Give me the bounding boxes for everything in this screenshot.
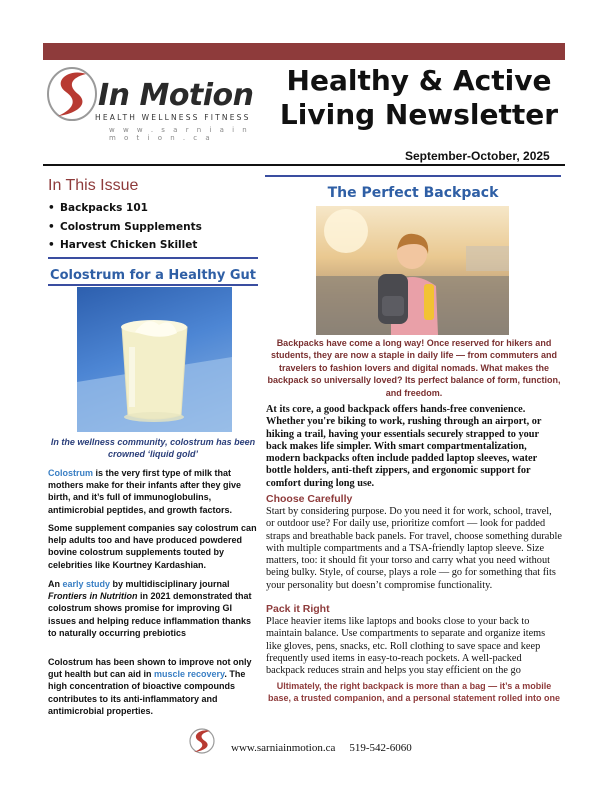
colostrum-paragraph-3: An early study by multidisciplinary journal Frontiers in Nutrition in 2021 demonstrated that colostrum shows promise for improving GI issues and helping reduce inflammation thanks to naturally occurring prebiotics <box>48 579 252 638</box>
colostrum-glass-photo <box>77 287 232 432</box>
backpack-heading: The Perfect Backpack <box>327 185 499 201</box>
footer-contact <box>231 742 412 754</box>
glass-illustration <box>77 287 232 432</box>
colostrum-caption: In the wellness community, colostrum has been crowned ‘liquid gold’ <box>50 437 256 459</box>
title-line-2: Living Newsletter <box>279 98 559 131</box>
child-illustration <box>316 206 509 335</box>
muscle-recovery-link[interactable]: muscle recovery <box>154 669 225 680</box>
logo-url: w w w . s a r n i a i n m o t i o n . c a <box>109 126 250 142</box>
left-column-divider <box>48 257 258 259</box>
right-column-divider <box>265 175 561 177</box>
issue-item: • Backpacks 101 <box>48 199 202 218</box>
colostrum-paragraph-1: Colostrum is the very first type of milk that mothers make for their infants after they give birth, and it’s full of immunoglobulins, antimicrobial peptides, and growth factors. <box>48 468 242 515</box>
backpack-paragraph-2: Start by considering purpose. Do you need it for work, school, travel, or outdoor use? For daily use, prioritize comfort — look for padded straps and breathable back panels. For travel, choose something durable with multiple compartments and a TSA-friendly laptop sleeve. Size matters, too: it should fit your torso and carry what you need without being bulky. Style, of course, plays a role — go for something that fits your personality but doesn’t compromise functionality. <box>266 506 562 591</box>
bullet-icon: • <box>48 239 55 251</box>
colostrum-heading-rule <box>48 284 258 286</box>
bullet-icon: • <box>48 202 55 214</box>
in-this-issue-heading: In This Issue <box>48 177 139 194</box>
newsletter-title <box>270 64 568 132</box>
issue-date: September-October, 2025 <box>405 149 550 163</box>
title-line-1: Healthy & Active <box>286 64 552 97</box>
issue-item: • Colostrum Supplements <box>48 218 202 237</box>
colostrum-paragraph-4: Colostrum has been shown to improve not only gut health but can aid in muscle recovery. The high concentration of bioactive compounds contributes to its anti-inflammatory and antimicrobial properties. <box>48 657 252 716</box>
logo-wordmark: In Motion <box>98 78 254 113</box>
choose-carefully-heading: Choose Carefully <box>266 493 353 505</box>
header-divider <box>43 164 565 166</box>
logo-tagline: HEALTH WELLNESS FITNESS <box>95 113 251 122</box>
pack-it-right-heading: Pack it Right <box>266 603 330 615</box>
colostrum-heading: Colostrum for a Healthy Gut <box>50 268 256 283</box>
footer-phone: 519-542-6060 <box>349 742 412 754</box>
child-backpack-photo <box>316 206 509 335</box>
header-bar <box>43 43 565 60</box>
footer-logo-icon <box>188 728 220 754</box>
issue-item: • Harvest Chicken Skillet <box>48 236 202 255</box>
bullet-icon: • <box>48 220 55 233</box>
early-study-link[interactable]: early study <box>62 579 111 589</box>
journal-name: Frontiers in Nutrition <box>48 591 138 602</box>
backpack-paragraph-3: Place heavier items like laptops and books close to your back to maintain balance. Use compartments to separate and organize items like gloves, pens, snacks, etc. Roll clothing to save space and keep frequently used items in easy-to-reach pockets. A well-packed backpack reduces strain and helps you stay efficient on the go <box>266 616 546 677</box>
colostrum-paragraph-2: Some supplement companies say colostrum can help adults too and have produced powdered bovine colostrum supplements touted by celebrities like Kourtney Kardashian. <box>48 523 257 570</box>
backpack-intro: Backpacks have come a long way! Once reserved for hikers and students, they are now a staple in daily life — from commuters and travelers to fashion lovers and digital nomads. What makes the backpack so universally loved? Its perfect balance of form, function, and freedom. <box>267 338 561 398</box>
colostrum-link[interactable]: Colostrum <box>48 468 93 478</box>
issue-list <box>48 199 202 255</box>
in-motion-logo <box>46 62 261 142</box>
backpack-closing: Ultimately, the right backpack is more than a bag — it’s a mobile base, a trusted companion, and a personal statement rolled into one <box>267 681 561 703</box>
footer-website[interactable]: www.sarniainmotion.ca <box>231 742 336 754</box>
backpack-paragraph-1: At its core, a good backpack offers hands-free convenience. Whether you're biking to work, rushing through an airport, or hiking a trail, having your essentials securely strapped to your back makes life simpler. With smart compartmentalization, modern backpacks often include padded laptop sleeves, water bottle holders, anti-theft zippers, and ergonomic support for comfort during long use. <box>266 404 542 489</box>
